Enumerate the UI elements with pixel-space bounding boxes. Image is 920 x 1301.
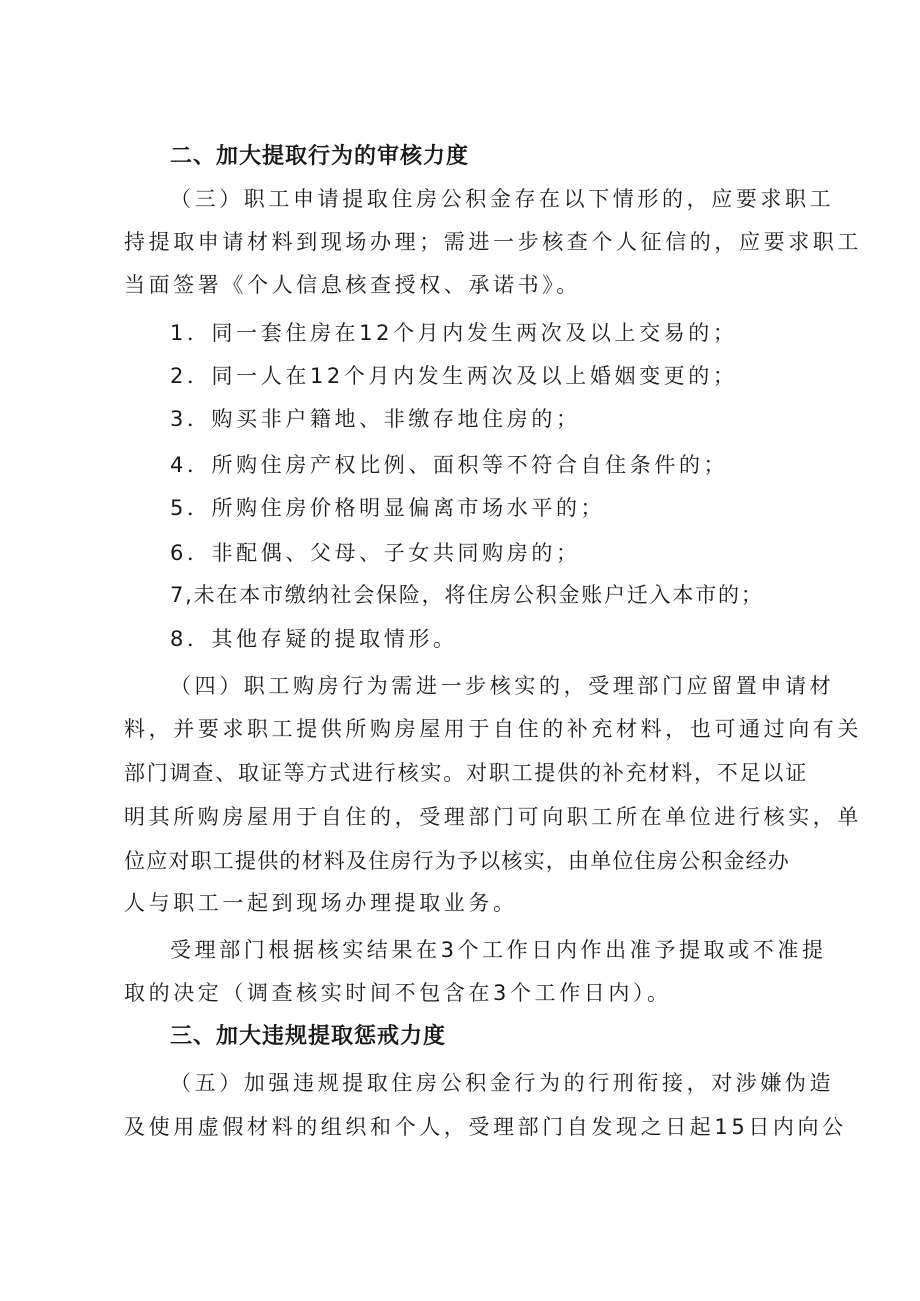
paragraph-line: （三）职工申请提取住房公积金存在以下情形的，应要求职工 — [170, 187, 835, 211]
paragraph-line: （五）加强违规提取住房公积金行为的行刑衔接，对涉嫌伪造 — [170, 1071, 835, 1095]
paragraph-line: 料，并要求职工提供所购房屋用于自住的补充材料，也可通过向有关 — [124, 717, 862, 741]
paragraph-line: （四）职工购房行为需进一步核实的，受理部门应留置申请材 — [170, 674, 835, 698]
paragraph-line: 位应对职工提供的材料及住房行为予以核实，由单位住房公积金经办 — [124, 849, 790, 873]
paragraph-line: 取的决定（调查核实时间不包含在3个工作日内）。 — [124, 981, 672, 1005]
list-item: 1．同一套住房在12个月内发生两次及以上交易的； — [170, 321, 738, 345]
paragraph-line: 及使用虚假材料的组织和个人，受理部门自发现之日起15日内向公 — [124, 1115, 847, 1139]
paragraph-line: 部门调查、取证等方式进行核实。对职工提供的补充材料，不足以证 — [124, 761, 808, 785]
paragraph-line: 人与职工一起到现场办理提取业务。 — [124, 891, 518, 915]
list-item: 8．其他存疑的提取情形。 — [170, 627, 458, 651]
paragraph-line: 当面签署《个人信息核查授权、承诺书》。 — [124, 273, 581, 297]
paragraph-line: 明其所购房屋用于自住的，受理部门可向职工所在单位进行核实，单 — [124, 805, 862, 829]
list-item: 4．所购住房产权比例、面积等不符合自住条件的； — [170, 453, 729, 477]
paragraph-line: 受理部门根据核实结果在3个工作日内作出准予提取或不准提 — [170, 938, 827, 962]
list-item: 2．同一人在12个月内发生两次及以上婚姻变更的； — [170, 364, 738, 388]
section-heading-2: 二、加大提取行为的审核力度 — [170, 144, 470, 169]
list-item: 6．非配偶、父母、子女共同购房的； — [170, 541, 581, 565]
list-item: 3．购买非户籍地、非缴存地住房的； — [170, 407, 581, 431]
section-heading-3: 三、加大违规提取惩戒力度 — [170, 1024, 447, 1049]
list-item: 5．所购住房价格明显偏离市场水平的； — [170, 496, 606, 520]
paragraph-line: 持提取申请材料到现场办理；需进一步核查个人征信的，应要求职工 — [124, 230, 862, 254]
list-item: 7,未在本市缴纳社会保险，将住房公积金账户迁入本市的； — [170, 583, 764, 607]
